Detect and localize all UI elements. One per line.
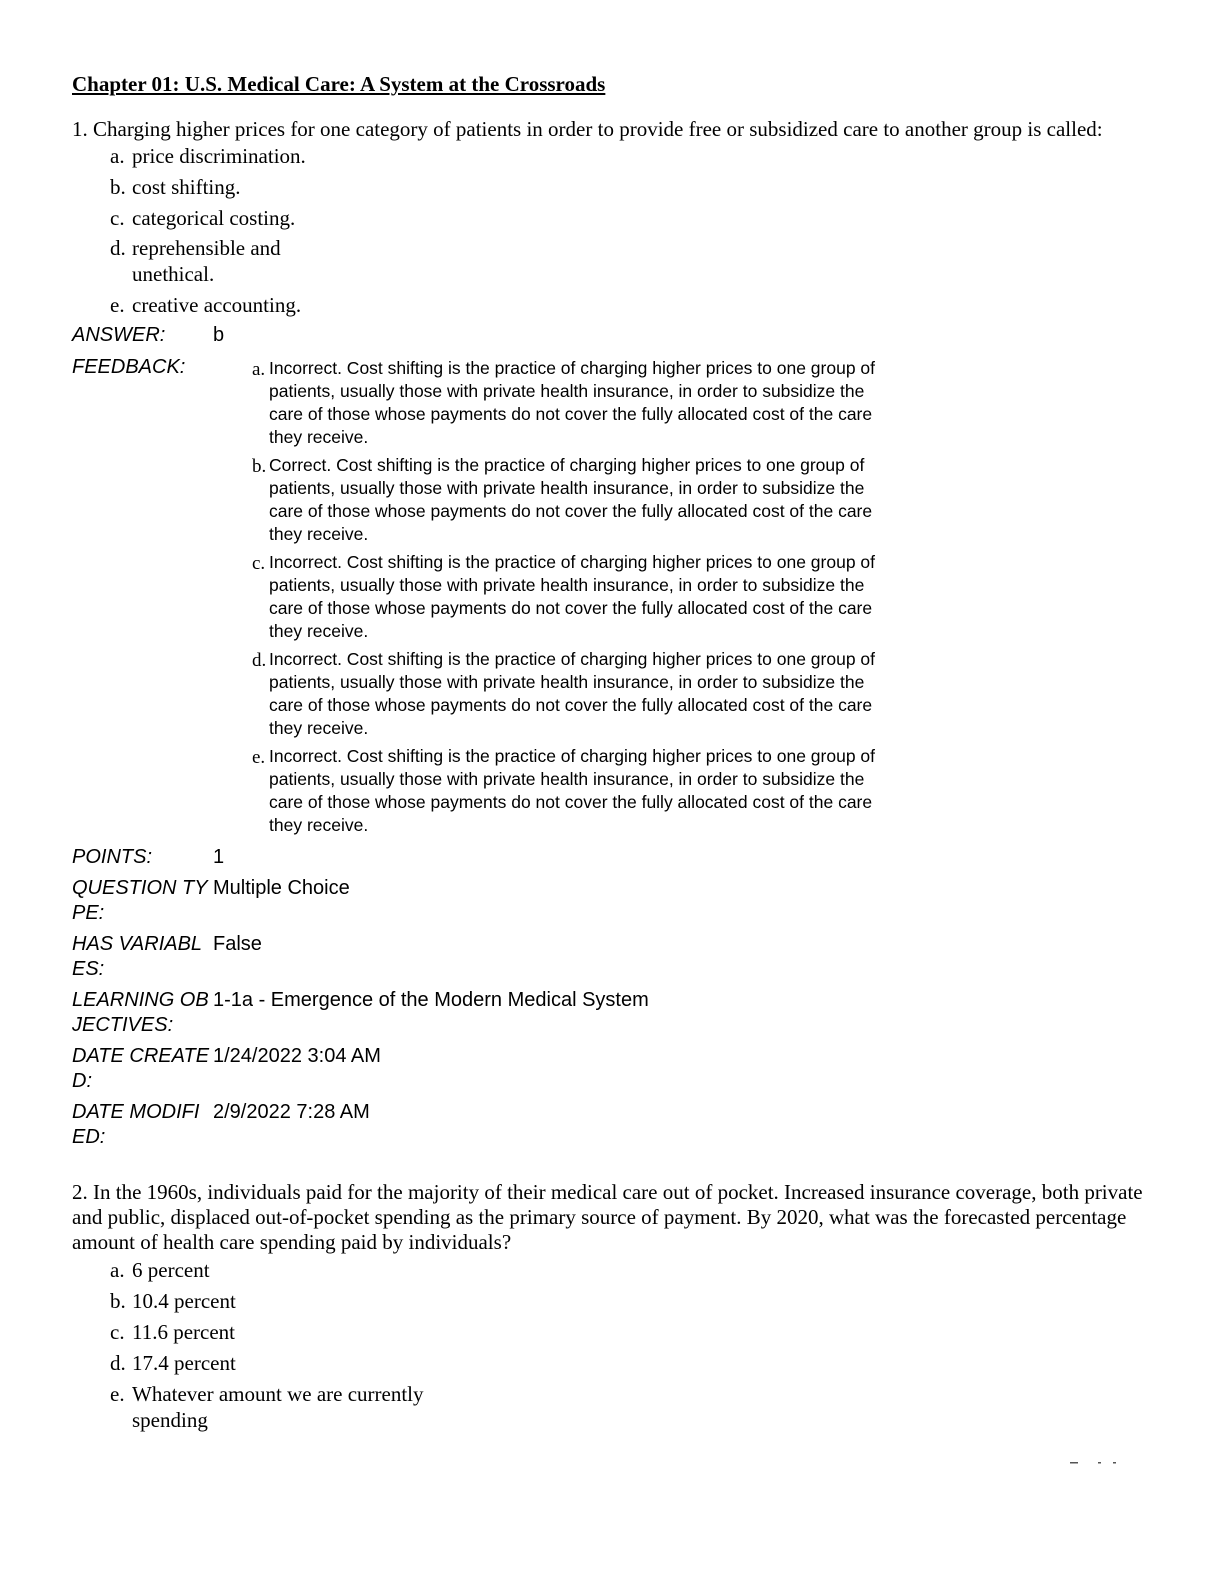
answer-value: b xyxy=(213,324,225,346)
question-1-stem: 1. Charging higher prices for one category of patients in order to provide free or subsidized care to another group is called: xyxy=(72,117,1103,141)
option-letter: c. xyxy=(110,206,125,230)
feedback-text: Incorrect. Cost shifting is the practice of charging higher prices to one group of patients, usually those with private health insurance, in order to subsidize the care of those whose payments do not cover the fully allocated cost of the care they receive. xyxy=(269,649,876,738)
feedback-letter: b. xyxy=(252,456,267,477)
question-2-option-e xyxy=(110,1381,462,1433)
option-letter: a. xyxy=(110,144,125,168)
feedback-letter: d. xyxy=(252,650,267,671)
feedback-item-d xyxy=(252,648,892,740)
answer-label: ANSWER: xyxy=(72,324,166,346)
question-2-option-c xyxy=(110,1319,235,1345)
option-text: categorical costing. xyxy=(132,206,296,230)
option-letter: e. xyxy=(110,1382,125,1406)
meta-value: Multiple Choice xyxy=(213,877,350,899)
option-letter: c. xyxy=(110,1320,125,1344)
option-letter: e. xyxy=(110,293,125,317)
feedback-item-b xyxy=(252,454,892,546)
option-letter: d. xyxy=(110,1351,126,1375)
feedback-label: FEEDBACK: xyxy=(72,356,186,378)
feedback-text: Correct. Cost shifting is the practice of charging higher prices to one group of patients, usually those with private health insurance, in order to subsidize the care of those whose payments do not cover the fully allocated cost of the care they receive. xyxy=(269,455,873,544)
question-2-option-b xyxy=(110,1288,236,1314)
feedback-item-e xyxy=(252,745,892,837)
option-text: creative accounting. xyxy=(132,293,302,317)
meta-value: 2/9/2022 7:28 AM xyxy=(213,1101,370,1123)
feedback-text: Incorrect. Cost shifting is the practice of charging higher prices to one group of patients, usually those with private health insurance, in order to subsidize the care of those whose payments do not cover the fully allocated cost of the care they receive. xyxy=(269,552,876,641)
feedback-letter: a. xyxy=(252,359,266,380)
question-2-stem: 2. In the 1960s, individuals paid for the majority of their medical care out of pocket. Increased insurance coverage, both private and public, displaced out-of-pocket spending as the primary source of payment. By 2020, what was the forecasted percentage amount of health care spending paid by individuals? xyxy=(72,1180,1143,1254)
option-text: 10.4 percent xyxy=(132,1289,236,1313)
chapter-title: Chapter 01: U.S. Medical Care: A System at the Crossroads xyxy=(72,72,606,96)
option-text: price discrimination. xyxy=(132,144,306,168)
meta-label: DATE CREATED: xyxy=(72,1045,210,1092)
option-text: 6 percent xyxy=(132,1258,210,1282)
option-letter: a. xyxy=(110,1258,125,1282)
feedback-letter: c. xyxy=(252,553,266,574)
meta-label: DATE MODIFIED: xyxy=(72,1101,200,1148)
option-text: cost shifting. xyxy=(132,175,241,199)
feedback-item-c xyxy=(252,551,892,643)
meta-label: QUESTION TYPE: xyxy=(72,877,208,924)
meta-value: False xyxy=(213,933,262,955)
feedback-text: Incorrect. Cost shifting is the practice of charging higher prices to one group of patients, usually those with private health insurance, in order to subsidize the care of those whose payments do not cover the fully allocated cost of the care they receive. xyxy=(269,358,876,447)
meta-label: HAS VARIABLES: xyxy=(72,933,203,980)
question-1-option-b xyxy=(110,174,241,200)
option-text: 11.6 percent xyxy=(132,1320,236,1344)
question-2-option-d xyxy=(110,1350,236,1376)
question-1-option-d xyxy=(110,235,302,287)
meta-value: 1/24/2022 3:04 AM xyxy=(213,1045,381,1067)
feedback-letter: e. xyxy=(252,747,266,768)
question-2-option-a xyxy=(110,1257,210,1283)
meta-value: 1-1a - Emergence of the Modern Medical System xyxy=(213,989,649,1011)
question-1-option-a xyxy=(110,143,306,169)
question-1-option-e xyxy=(110,292,301,318)
feedback-item-a xyxy=(252,357,892,449)
option-text: reprehensible and unethical. xyxy=(132,236,281,286)
option-letter: b. xyxy=(110,175,126,199)
meta-label: LEARNING OBJECTIVES: xyxy=(72,989,209,1036)
question-1-option-c xyxy=(110,205,295,231)
option-letter: d. xyxy=(110,236,126,260)
page-number-mark xyxy=(1070,1462,1116,1465)
meta-label: POINTS: xyxy=(72,846,153,868)
feedback-text: Incorrect. Cost shifting is the practice of charging higher prices to one group of patients, usually those with private health insurance, in order to subsidize the care of those whose payments do not cover the fully allocated cost of the care they receive. xyxy=(269,746,876,835)
option-text: Whatever amount we are currently spending xyxy=(132,1382,424,1432)
meta-value: 1 xyxy=(213,846,225,868)
option-letter: b. xyxy=(110,1289,126,1313)
option-text: 17.4 percent xyxy=(132,1351,236,1375)
